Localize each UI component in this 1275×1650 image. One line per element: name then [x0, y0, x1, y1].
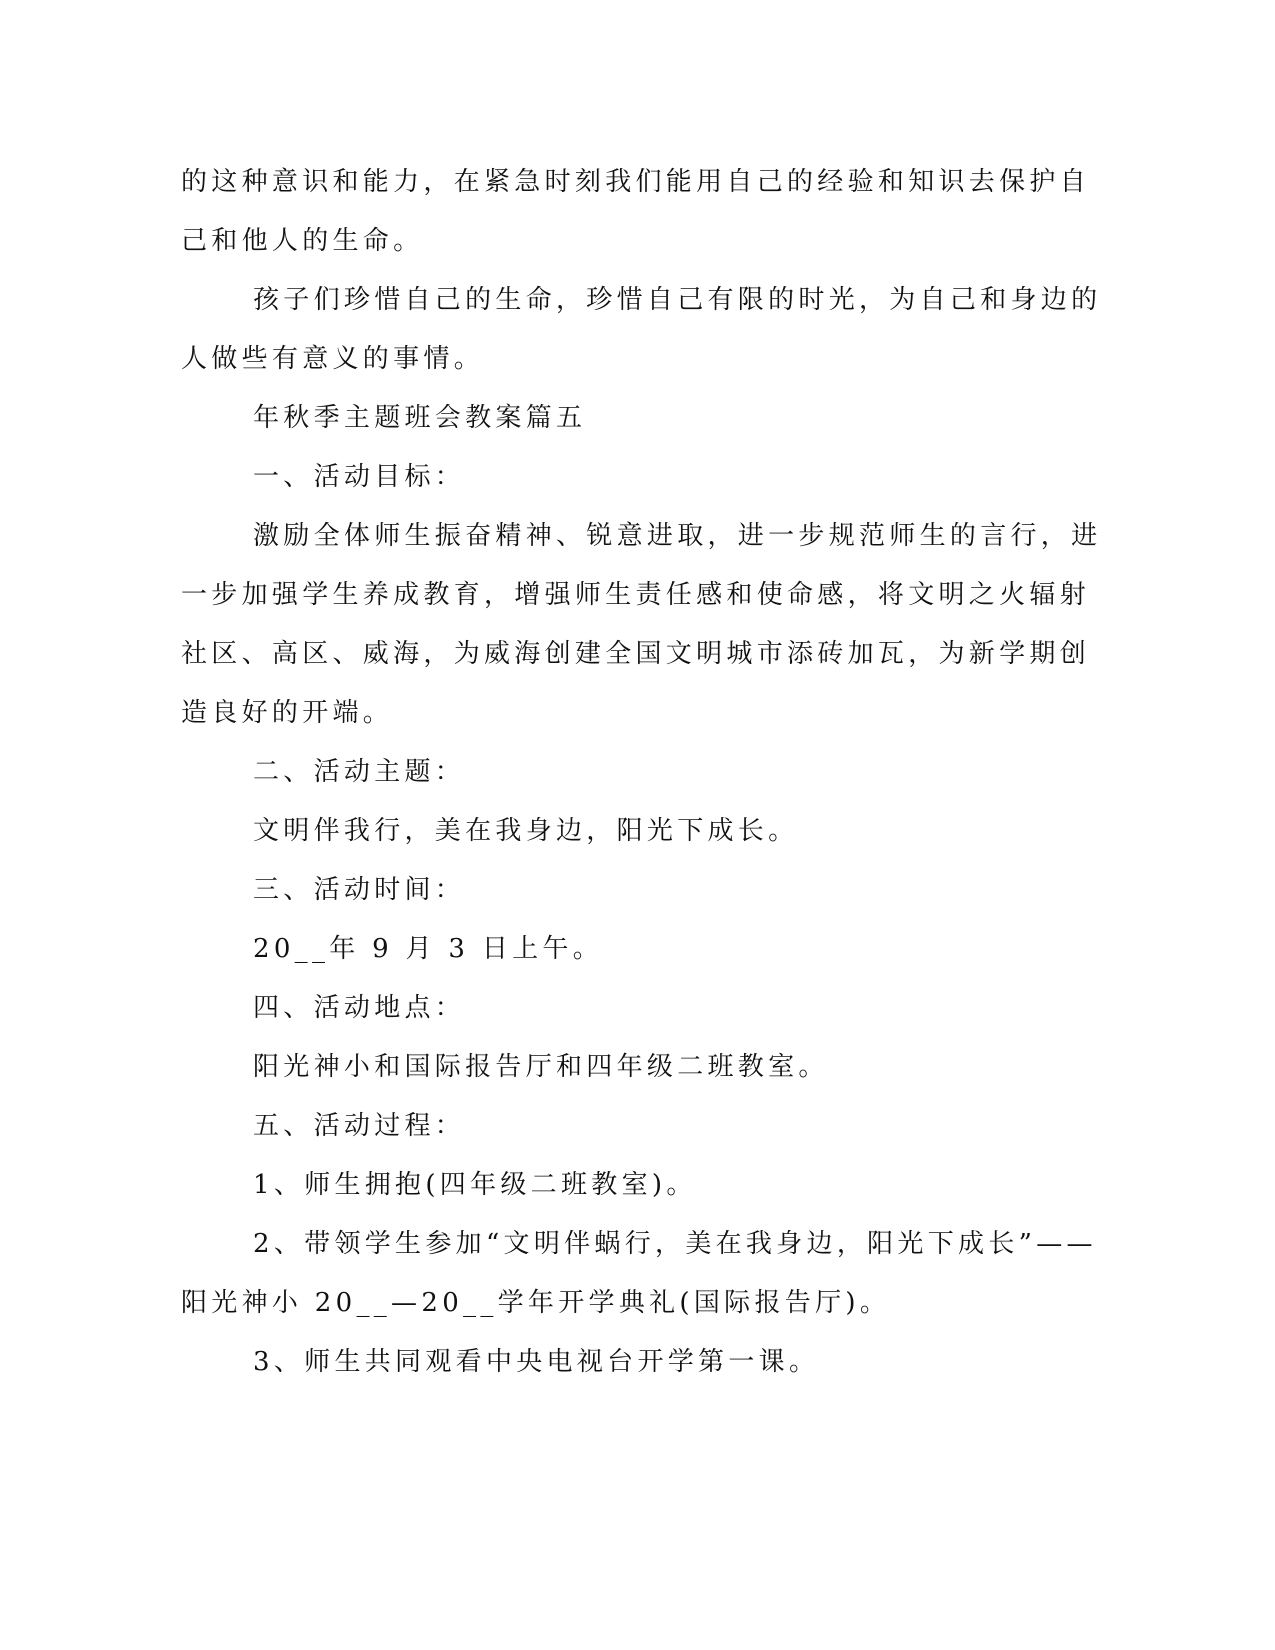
paragraph-line: 孩子们珍惜自己的生命，珍惜自己有限的时光，为自己和身边的 — [253, 285, 1102, 315]
paragraph-line: 的这种意识和能力，在紧急时刻我们能用自己的经验和知识去保护自 — [181, 167, 1091, 197]
paragraph-line: 阳光神小和国际报告厅和四年级二班教室。 — [253, 1052, 829, 1082]
paragraph-line: 文明伴我行，美在我身边，阳光下成长。 — [253, 816, 799, 846]
list-item: 2、带领学生参加“文明伴蜗行，美在我身边，阳光下成长”—— — [253, 1229, 1097, 1259]
section-title: 年秋季主题班会教案篇五 — [253, 403, 587, 433]
section-heading: 五、活动过程： — [253, 1111, 466, 1141]
list-item-continuation: 阳光神小 20__—20__学年开学典礼(国际报告厅)。 — [181, 1288, 891, 1318]
document-body — [181, 156, 1102, 1395]
paragraph-line: 造良好的开端。 — [181, 698, 394, 728]
section-heading: 四、活动地点： — [253, 993, 466, 1023]
section-heading: 一、活动目标： — [253, 462, 466, 492]
paragraph-line: 人做些有意义的事情。 — [181, 344, 485, 374]
paragraph-line: 己和他人的生命。 — [181, 226, 424, 256]
section-heading: 二、活动主题： — [253, 757, 466, 787]
paragraph-line: 激励全体师生振奋精神、锐意进取，进一步规范师生的言行，进 — [253, 521, 1102, 551]
list-item: 1、师生拥抱(四年级二班教室)。 — [253, 1170, 697, 1200]
paragraph-line: 一步加强学生养成教育，增强师生责任感和使命感，将文明之火辐射 — [181, 580, 1091, 610]
paragraph-line: 20__年 9 月 3 日上午。 — [253, 934, 604, 964]
section-heading: 三、活动时间： — [253, 875, 466, 905]
list-item: 3、师生共同观看中央电视台开学第一课。 — [253, 1347, 820, 1377]
paragraph-line: 社区、高区、威海，为威海创建全国文明城市添砖加瓦，为新学期创 — [181, 639, 1091, 669]
